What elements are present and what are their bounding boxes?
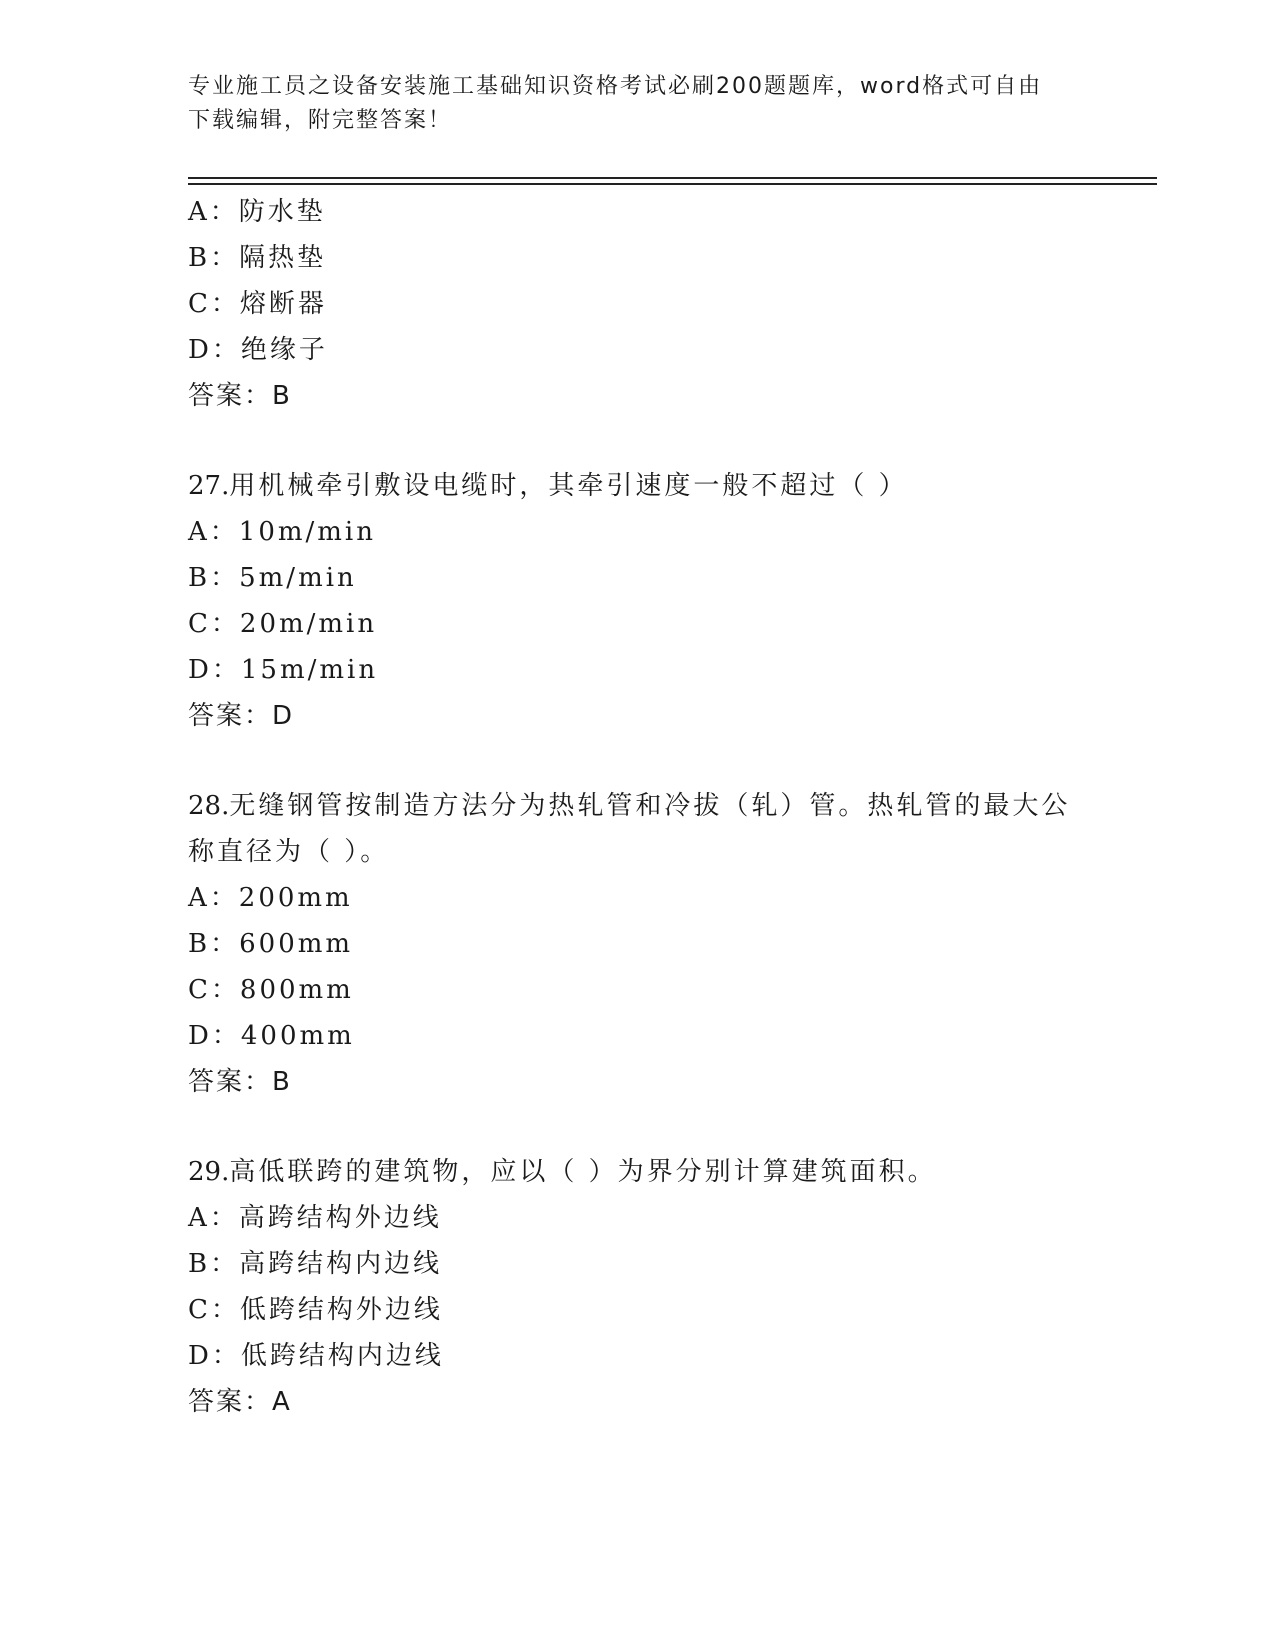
- question-stem-line-1: 无缝钢管按制造方法分为热轧管和冷拔（轧）管。热轧管的最大公: [229, 791, 1071, 821]
- option-label: B：: [188, 243, 240, 273]
- question-text: [188, 463, 1088, 509]
- option-label: D：: [188, 655, 241, 685]
- option-label: A：: [188, 1203, 239, 1233]
- option-text: 绝缘子: [240, 335, 328, 365]
- option-text: 防水垫: [238, 197, 326, 227]
- question-list: [188, 189, 1088, 1469]
- option-a: [188, 875, 1088, 921]
- answer-line: [188, 373, 1088, 419]
- option-text: 400mm: [240, 1021, 355, 1051]
- option-label: A：: [188, 197, 239, 227]
- question-28: [188, 783, 1088, 1105]
- option-d: [188, 327, 1088, 373]
- question-text: [188, 1149, 1088, 1195]
- option-text: 低跨结构外边线: [239, 1295, 443, 1325]
- option-text: 低跨结构内边线: [240, 1341, 444, 1371]
- option-text: 20m/min: [239, 609, 378, 639]
- option-a: [188, 1195, 1088, 1241]
- question-stem-line-2: 称直径为（ ）。: [188, 837, 390, 867]
- answer-value: B: [272, 381, 292, 411]
- answer-value: D: [272, 701, 295, 731]
- question-number: 28.: [188, 791, 230, 821]
- option-d: [188, 647, 1088, 693]
- question-26-fragment: [188, 189, 1088, 419]
- option-label: C：: [188, 609, 240, 639]
- option-label: B：: [188, 929, 240, 959]
- option-label: D：: [188, 1341, 241, 1371]
- option-text: 800mm: [239, 975, 354, 1005]
- answer-label: 答案：: [188, 1387, 273, 1417]
- option-text: 15m/min: [240, 655, 379, 685]
- option-label: A：: [188, 883, 239, 913]
- option-label: C：: [188, 975, 240, 1005]
- option-a: [188, 509, 1088, 555]
- option-label: C：: [188, 289, 240, 319]
- question-29: [188, 1149, 1088, 1425]
- header-line-2: 下载编辑，附完整答案！: [188, 108, 453, 133]
- document-header: [188, 70, 1068, 138]
- question-stem: 用机械牵引敷设电缆时，其牵引速度一般不超过（ ）: [229, 471, 908, 501]
- answer-label: 答案：: [188, 381, 273, 411]
- option-label: D：: [188, 1021, 241, 1051]
- option-label: D：: [188, 335, 241, 365]
- option-c: [188, 281, 1088, 327]
- question-number: 29.: [188, 1157, 230, 1187]
- option-d: [188, 1333, 1088, 1379]
- header-line-1: 专业施工员之设备安装施工基础知识资格考试必刷200题题库，word格式可自由: [188, 74, 1043, 99]
- option-c: [188, 601, 1088, 647]
- option-text: 5m/min: [239, 563, 357, 593]
- option-a: [188, 189, 1088, 235]
- question-text: [188, 783, 1088, 829]
- option-b: [188, 235, 1088, 281]
- answer-line: [188, 693, 1088, 739]
- option-text: 高跨结构内边线: [239, 1249, 443, 1279]
- question-number: 27.: [188, 471, 230, 501]
- option-text: 600mm: [239, 929, 354, 959]
- option-text: 10m/min: [238, 517, 376, 547]
- answer-value: A: [272, 1387, 292, 1417]
- answer-label: 答案：: [188, 1067, 273, 1097]
- header-divider-bottom: [188, 183, 1157, 185]
- question-stem: 高低联跨的建筑物，应以（ ）为界分别计算建筑面积。: [229, 1157, 937, 1187]
- option-label: B：: [188, 563, 240, 593]
- option-b: [188, 1241, 1088, 1287]
- answer-label: 答案：: [188, 701, 273, 731]
- option-text: 200mm: [238, 883, 353, 913]
- answer-value: B: [272, 1067, 292, 1097]
- option-b: [188, 921, 1088, 967]
- option-label: C：: [188, 1295, 240, 1325]
- header-divider-top: [188, 177, 1157, 179]
- option-label: A：: [188, 517, 239, 547]
- option-text: 高跨结构外边线: [238, 1203, 442, 1233]
- option-text: 熔断器: [239, 289, 327, 319]
- question-text-continued: [188, 829, 1088, 875]
- answer-line: [188, 1379, 1088, 1425]
- option-label: B：: [188, 1249, 240, 1279]
- option-c: [188, 967, 1088, 1013]
- answer-line: [188, 1059, 1088, 1105]
- option-d: [188, 1013, 1088, 1059]
- option-text: 隔热垫: [239, 243, 327, 273]
- option-b: [188, 555, 1088, 601]
- question-27: [188, 463, 1088, 739]
- option-c: [188, 1287, 1088, 1333]
